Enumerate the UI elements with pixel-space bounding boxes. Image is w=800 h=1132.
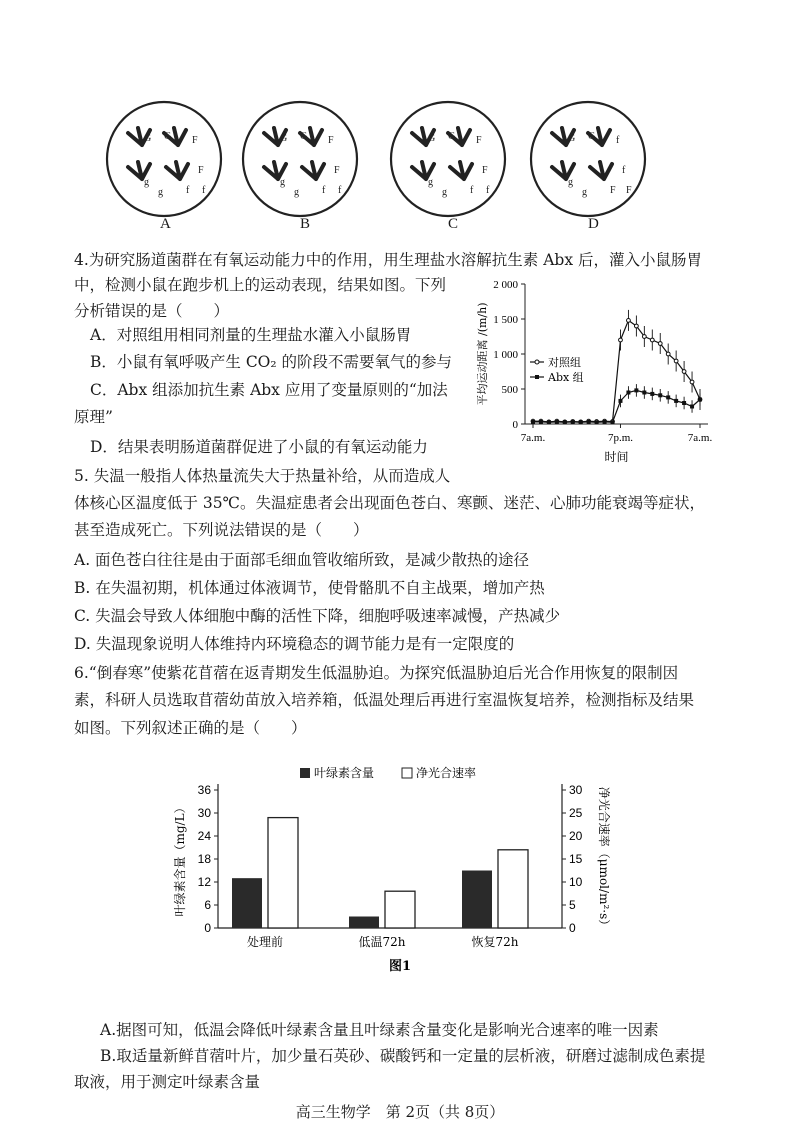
y-tick-label-left: 12 — [197, 875, 211, 889]
y-tick-label: 0 — [512, 419, 518, 431]
y-tick-label-right: 5 — [569, 898, 576, 912]
cell-diagrams — [0, 92, 800, 242]
allele-label: G — [300, 131, 308, 142]
q5-option-b: B. 在失温初期，机体通过体液调节，使骨骼肌不自主战栗，增加产热 — [74, 579, 545, 597]
q4-option-b: B．小鼠有氧呼吸产生 CO₂ 的阶段不需要氧气的参与 — [90, 353, 453, 371]
data-point — [555, 420, 559, 424]
data-point — [579, 420, 583, 424]
y-axis-label-right: 净光合速率（μmol/m²·s） — [597, 786, 610, 932]
allele-label: G — [164, 131, 172, 142]
bar-photosynthesis — [498, 850, 528, 928]
x-tick-label: 7a.m. — [520, 432, 546, 444]
data-point — [563, 420, 567, 424]
y-tick-label-right: 0 — [569, 921, 576, 935]
data-point — [595, 420, 599, 424]
data-point — [611, 420, 615, 424]
q4-option-a: A．对照组用相同剂量的生理盐水灌入小鼠肠胃 — [90, 326, 412, 344]
cell-circle — [243, 102, 357, 216]
data-point — [658, 393, 662, 397]
q4-option-d: D．结果表明肠道菌群促进了小鼠的有氧运动能力 — [90, 438, 428, 456]
y-axis-label: 平均运动距离 /(m/h) — [476, 302, 489, 406]
allele-label: f — [186, 185, 190, 196]
q4-line-chart-svg — [470, 272, 720, 472]
allele-label: f — [616, 135, 620, 146]
y-tick-label-left: 24 — [197, 829, 211, 843]
allele-label: g — [158, 187, 163, 198]
data-point — [674, 399, 678, 403]
y-tick-label-right: 10 — [569, 875, 583, 889]
y-tick-label: 1 500 — [493, 314, 518, 326]
allele-label: G — [280, 133, 288, 144]
legend-label: Abx 组 — [548, 371, 584, 384]
y-tick-label-left: 6 — [204, 898, 211, 912]
legend-marker — [535, 375, 539, 379]
allele-label: F — [626, 185, 632, 196]
page-footer: 高三生物学 第 2页（共 8页） — [295, 1103, 505, 1121]
data-point — [666, 395, 670, 399]
q4-stem-line-2: 中，检测小鼠在跑步机上的运动表现，结果如图。下列 — [74, 276, 447, 294]
allele-label: g — [280, 177, 285, 188]
y-tick-label-right: 20 — [569, 829, 583, 843]
q5-option-c: C. 失温会导致人体细胞中酶的活性下降，细胞呼吸速率减慢，产热减少 — [74, 607, 561, 625]
data-point — [666, 352, 670, 356]
y-tick-label: 2 000 — [493, 279, 518, 291]
y-tick-label-right: 25 — [569, 806, 583, 820]
allele-label: F — [192, 135, 198, 146]
data-point — [626, 391, 630, 395]
x-tick-label: 7p.m. — [607, 432, 634, 444]
allele-label: g — [144, 177, 149, 188]
allele-label: g — [428, 177, 433, 188]
allele-label: g — [294, 187, 299, 198]
data-point — [690, 380, 694, 384]
q5-stem-line-2: 体核心区温度低于 35℃。失温症患者会出现面色苍白、寒颤、迷茫、心肺功能衰竭等症状， — [74, 494, 705, 512]
legend-label: 对照组 — [548, 356, 581, 369]
q6-stem-line-3: 如图。下列叙述正确的是（ ） — [74, 719, 307, 737]
data-point — [658, 342, 662, 346]
allele-label: F — [482, 165, 488, 176]
q6-bar-chart-svg — [170, 760, 610, 985]
data-point — [587, 420, 591, 424]
legend-swatch-photosynthesis — [402, 768, 412, 778]
q4-option-c-cont: 原理” — [74, 408, 113, 426]
data-point — [690, 405, 694, 409]
data-point — [547, 420, 551, 424]
q4-stem-line-3: 分析错误的是（ ） — [74, 302, 230, 320]
chart-title: 图1 — [388, 959, 412, 974]
data-point — [618, 399, 622, 403]
category-label: 低温72h — [358, 935, 406, 949]
allele-label: G — [448, 131, 456, 142]
series-line — [533, 390, 700, 422]
allele-label: F — [328, 135, 334, 146]
allele-label: F — [476, 135, 482, 146]
data-point — [531, 420, 535, 424]
data-point — [650, 338, 654, 342]
legend-label: 叶绿素含量 — [314, 766, 375, 780]
q4-option-c: C．Abx 组添加抗生素 Abx 应用了变量原则的“加法 — [90, 381, 448, 399]
allele-label: f — [622, 165, 626, 176]
x-axis-label: 时间 — [604, 450, 629, 464]
cell-label-b: B — [300, 216, 311, 232]
data-point — [619, 338, 623, 342]
x-tick-label: 7a.m. — [687, 432, 713, 444]
q6-stem-line-2: 素，科研人员选取苜蓿幼苗放入培养箱，低温处理后再进行室温恢复培养，检测指标及结果 — [74, 691, 695, 709]
q5-option-a: A. 面色苍白往往是由于面部毛细血管收缩所致，是减少散热的途径 — [74, 551, 530, 569]
data-point — [539, 420, 543, 424]
y-axis-label-left: 叶绿素含量（mg/L） — [173, 801, 187, 917]
q6-option-b-cont: 取液，用于测定叶绿素含量 — [74, 1073, 261, 1091]
data-point — [674, 359, 678, 363]
data-point — [650, 392, 654, 396]
y-tick-label-left: 36 — [197, 783, 211, 797]
chromosome — [302, 162, 324, 179]
y-tick-label-left: 18 — [197, 852, 211, 866]
data-point — [634, 324, 638, 328]
allele-label: G — [568, 133, 576, 144]
cell-circle — [391, 102, 505, 216]
q4-stem-line-1: 4.为研究肠道菌群在有氧运动能力中的作用，用生理盐水溶解抗生素 Abx 后，灌入小鼠肠胃 — [74, 251, 703, 269]
data-point — [682, 401, 686, 405]
cell-label-a: A — [160, 216, 171, 232]
category-label: 处理前 — [246, 935, 284, 949]
allele-label: G — [588, 131, 596, 142]
data-point — [627, 319, 631, 323]
legend-swatch-chlorophyll — [300, 768, 310, 778]
allele-label: G — [428, 133, 436, 144]
allele-label: f — [322, 185, 326, 196]
cell-circle — [531, 102, 645, 216]
y-tick-label: 500 — [501, 384, 518, 396]
data-point — [642, 335, 646, 339]
q6-stem-line-1: 6.“倒春寒”使紫花苜蓿在返青期发生低温胁迫。为探究低温胁迫后光合作用恢复的限制因 — [74, 664, 679, 682]
allele-label: f — [338, 185, 342, 196]
chromosome — [166, 162, 188, 179]
bar-photosynthesis — [385, 891, 415, 928]
cell-label-d: D — [588, 216, 599, 232]
bar-chlorophyll — [232, 878, 262, 928]
q6-option-a: A.据图可知，低温会降低叶绿素含量且叶绿素含量变化是影响光合速率的唯一因素 — [100, 1021, 659, 1039]
bar-chlorophyll — [349, 917, 379, 929]
y-tick-label-right: 15 — [569, 852, 583, 866]
data-point — [698, 398, 702, 402]
chromosome — [450, 162, 472, 179]
y-tick-label: 1 000 — [493, 349, 518, 361]
legend-marker — [535, 360, 539, 364]
allele-label: g — [582, 187, 587, 198]
legend-label: 净光合速率 — [416, 766, 477, 780]
data-point — [571, 420, 575, 424]
cell-diagrams-svg — [0, 92, 800, 242]
bar-photosynthesis — [268, 818, 298, 928]
data-point — [642, 391, 646, 395]
allele-label: g — [568, 177, 573, 188]
q5-stem-line-3: 甚至造成死亡。下列说法错误的是（ ） — [74, 521, 369, 539]
cell-label-c: C — [448, 216, 459, 232]
y-tick-label-left: 0 — [204, 921, 211, 935]
q6-option-b: B.取适量新鲜苜蓿叶片，加少量石英砂、碳酸钙和一定量的层析液，研磨过滤制成色素提 — [100, 1047, 706, 1065]
allele-label: f — [486, 185, 490, 196]
y-tick-label-right: 30 — [569, 783, 583, 797]
allele-label: F — [198, 165, 204, 176]
q5-stem-line-1: 5. 失温一般指人体热量流失大于热量补给，从而造成人 — [74, 467, 451, 485]
y-tick-label-left: 30 — [197, 806, 211, 820]
q4-line-chart — [470, 272, 720, 472]
allele-label: F — [334, 165, 340, 176]
data-point — [682, 370, 686, 374]
data-point — [634, 388, 638, 392]
allele-label: F — [610, 185, 616, 196]
allele-label: f — [202, 185, 206, 196]
allele-label: G — [144, 133, 152, 144]
chromosome — [590, 162, 612, 179]
bar-chlorophyll — [462, 871, 492, 929]
data-point — [603, 420, 607, 424]
q5-option-d: D. 失温现象说明人体维持内环境稳态的调节能力是有一定限度的 — [74, 635, 515, 653]
category-label: 恢复72h — [471, 935, 519, 949]
allele-label: f — [470, 185, 474, 196]
allele-label: g — [442, 187, 447, 198]
q6-bar-chart — [170, 760, 610, 985]
cell-circle — [107, 102, 221, 216]
